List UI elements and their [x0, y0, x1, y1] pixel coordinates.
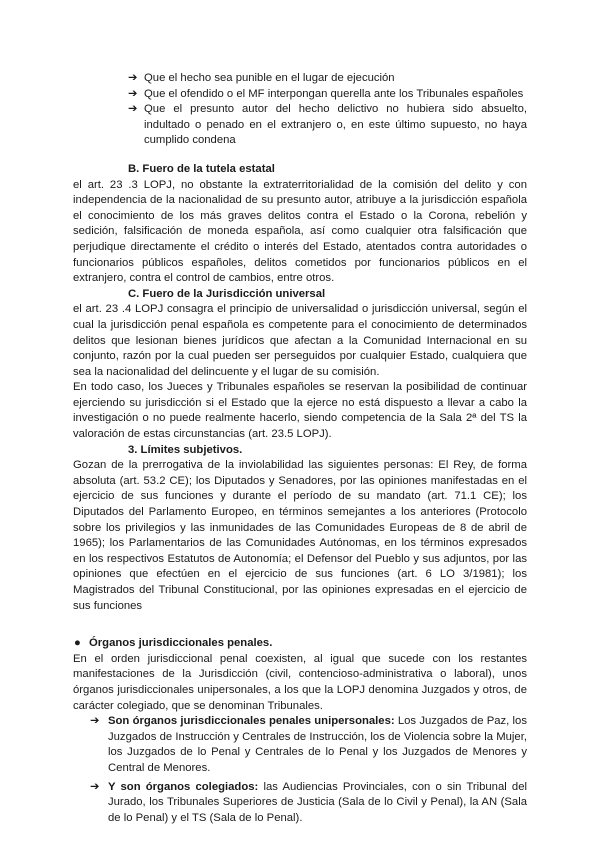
arrow-icon: ➔ [128, 72, 138, 84]
arrow-icon: ➔ [90, 715, 100, 728]
arrow-icon: ➔ [128, 87, 138, 100]
section-b-text: el art. 23 .3 LOPJ, no obstante la extraterritorialidad de la comisión del delito y con independencia de la nacionalidad de su presunto autor, atribuye a la jurisdicción española el conocimiento de los más graves delitos contra el Estado o la Corona, rebelión y sedición, falsificación de moneda española, así como cualquier otra falsificación que perjudique directamente el crédito o interés del Estado, atentados contra autoridades o funcionarios públicos españoles, delitos cometidos por funcionarios públicos en el extranjero, contra el control de cambios, entre otros. [73, 178, 527, 285]
list-item: ➔ Que el ofendido o el MF interpongan querella ante los Tribunales españoles [128, 87, 527, 103]
arrow-icon: ➔ [128, 103, 138, 116]
conditions-list [73, 71, 527, 149]
list-item: ➔ Son órganos jurisdiccionales penales unipersonales: Los Juzgados de Paz, los Juzgados de Instrucción y Centrales de Instrucción, los de Violencia sobre la Mujer, los Juzgados de lo Penal y Centrales de lo Penal y los Juzgados de Menores y Central de Menores. [90, 715, 527, 774]
arrow-icon: ➔ [90, 780, 100, 793]
item-label: Son órganos jurisdiccionales penales unipersonales: [108, 715, 395, 728]
section-3-text: Gozan de la prerrogativa de la inviolabilidad las siguientes personas: El Rey, de forma absoluta (art. 53.2 CE); los Diputados y Senadores, por las opiniones manifestadas en el ejercicio de sus funciones y durante el período de su mandato (art. 71.1 CE); los Diputados del Parlamento Europeo, en términos semejantes a los anteriores (Protocolo sobre los privilegios y las inmunidades de las Comunidades Europeas de 8 de abril de 1965); los Parlamentarios de las Comunidades Autónomas, en los términos expresados en los respectivos Estatutos de Autonomía; el Defensor del Pueblo y sus adjuntos, por las opiniones que efectúen en el ejercicio de sus funciones (art. 6 LO 3/1981); los Magistrados del Tribunal Constitucional, por las opiniones expresadas en el ejercicio de sus funciones [73, 459, 527, 612]
section-c-heading: C. Fuero de la Jurisdicción universal [128, 287, 326, 300]
list-item: ➔ Que el presunto autor del hecho delictivo no hubiera sido absuelto, indultado o penado en el extranjero o, en este último supuesto, no haya cumplido condena [128, 103, 527, 147]
section-b-heading: B. Fuero de la tutela estatal [128, 162, 275, 175]
section-c-text-2: En todo caso, los Jueces y Tribunales españoles se reservan la posibilidad de continuar ejerciendo su jurisdicción si el Estado que la ejerce no está dispuesto a llevar a cabo la investigación o no puede realmente hacerlo, siendo competencia de la Sala 2ª del TS la valoración de estas circunstancias (art. 23.5 LOPJ). [73, 381, 527, 441]
item-label: Y son órganos colegiados: [108, 780, 259, 793]
organos-heading: ● Órganos jurisdiccionales penales. [73, 636, 527, 652]
section-3-heading: 3. Límites subjetivos. [128, 443, 243, 456]
organos-list [73, 714, 527, 826]
organos-text: En el orden jurisdiccional penal coexisten, al igual que sucede con los restantes manifestaciones de la Jurisdicción (civil, contencioso-administrativa o laboral), unos órganos jurisdiccionales unipersonales, a los que la LOPJ denomina Juzgados y otros, de carácter colegiado, que se denominan Tribunales. [73, 652, 527, 712]
page-content [73, 71, 527, 829]
list-item: ➔ Que el hecho sea punible en el lugar de ejecución [128, 71, 527, 87]
bullet-icon: ● [74, 637, 81, 650]
section-c-text-1: el art. 23 .4 LOPJ consagra el principio de universalidad o jurisdicción universal, según el cual la jurisdicción penal española es competente para el conocimiento de determinados delitos que lesionan bienes jurídicos que afectan a la Comunidad Internacional en su conjunto, razón por la cual pueden ser perseguidos por cualquier Estado, cualquiera que sea la nacionalidad del delincuente y el lugar de su comisión. [73, 303, 527, 378]
list-item: ➔ Y son órganos colegiados: las Audiencias Provinciales, con o sin Tribunal del Jurado, los Tribunales Superiores de Justicia (Sala de lo Civil y Penal), la AN (Sala de lo Penal) y el TS (Sala de lo Penal). [90, 780, 528, 824]
